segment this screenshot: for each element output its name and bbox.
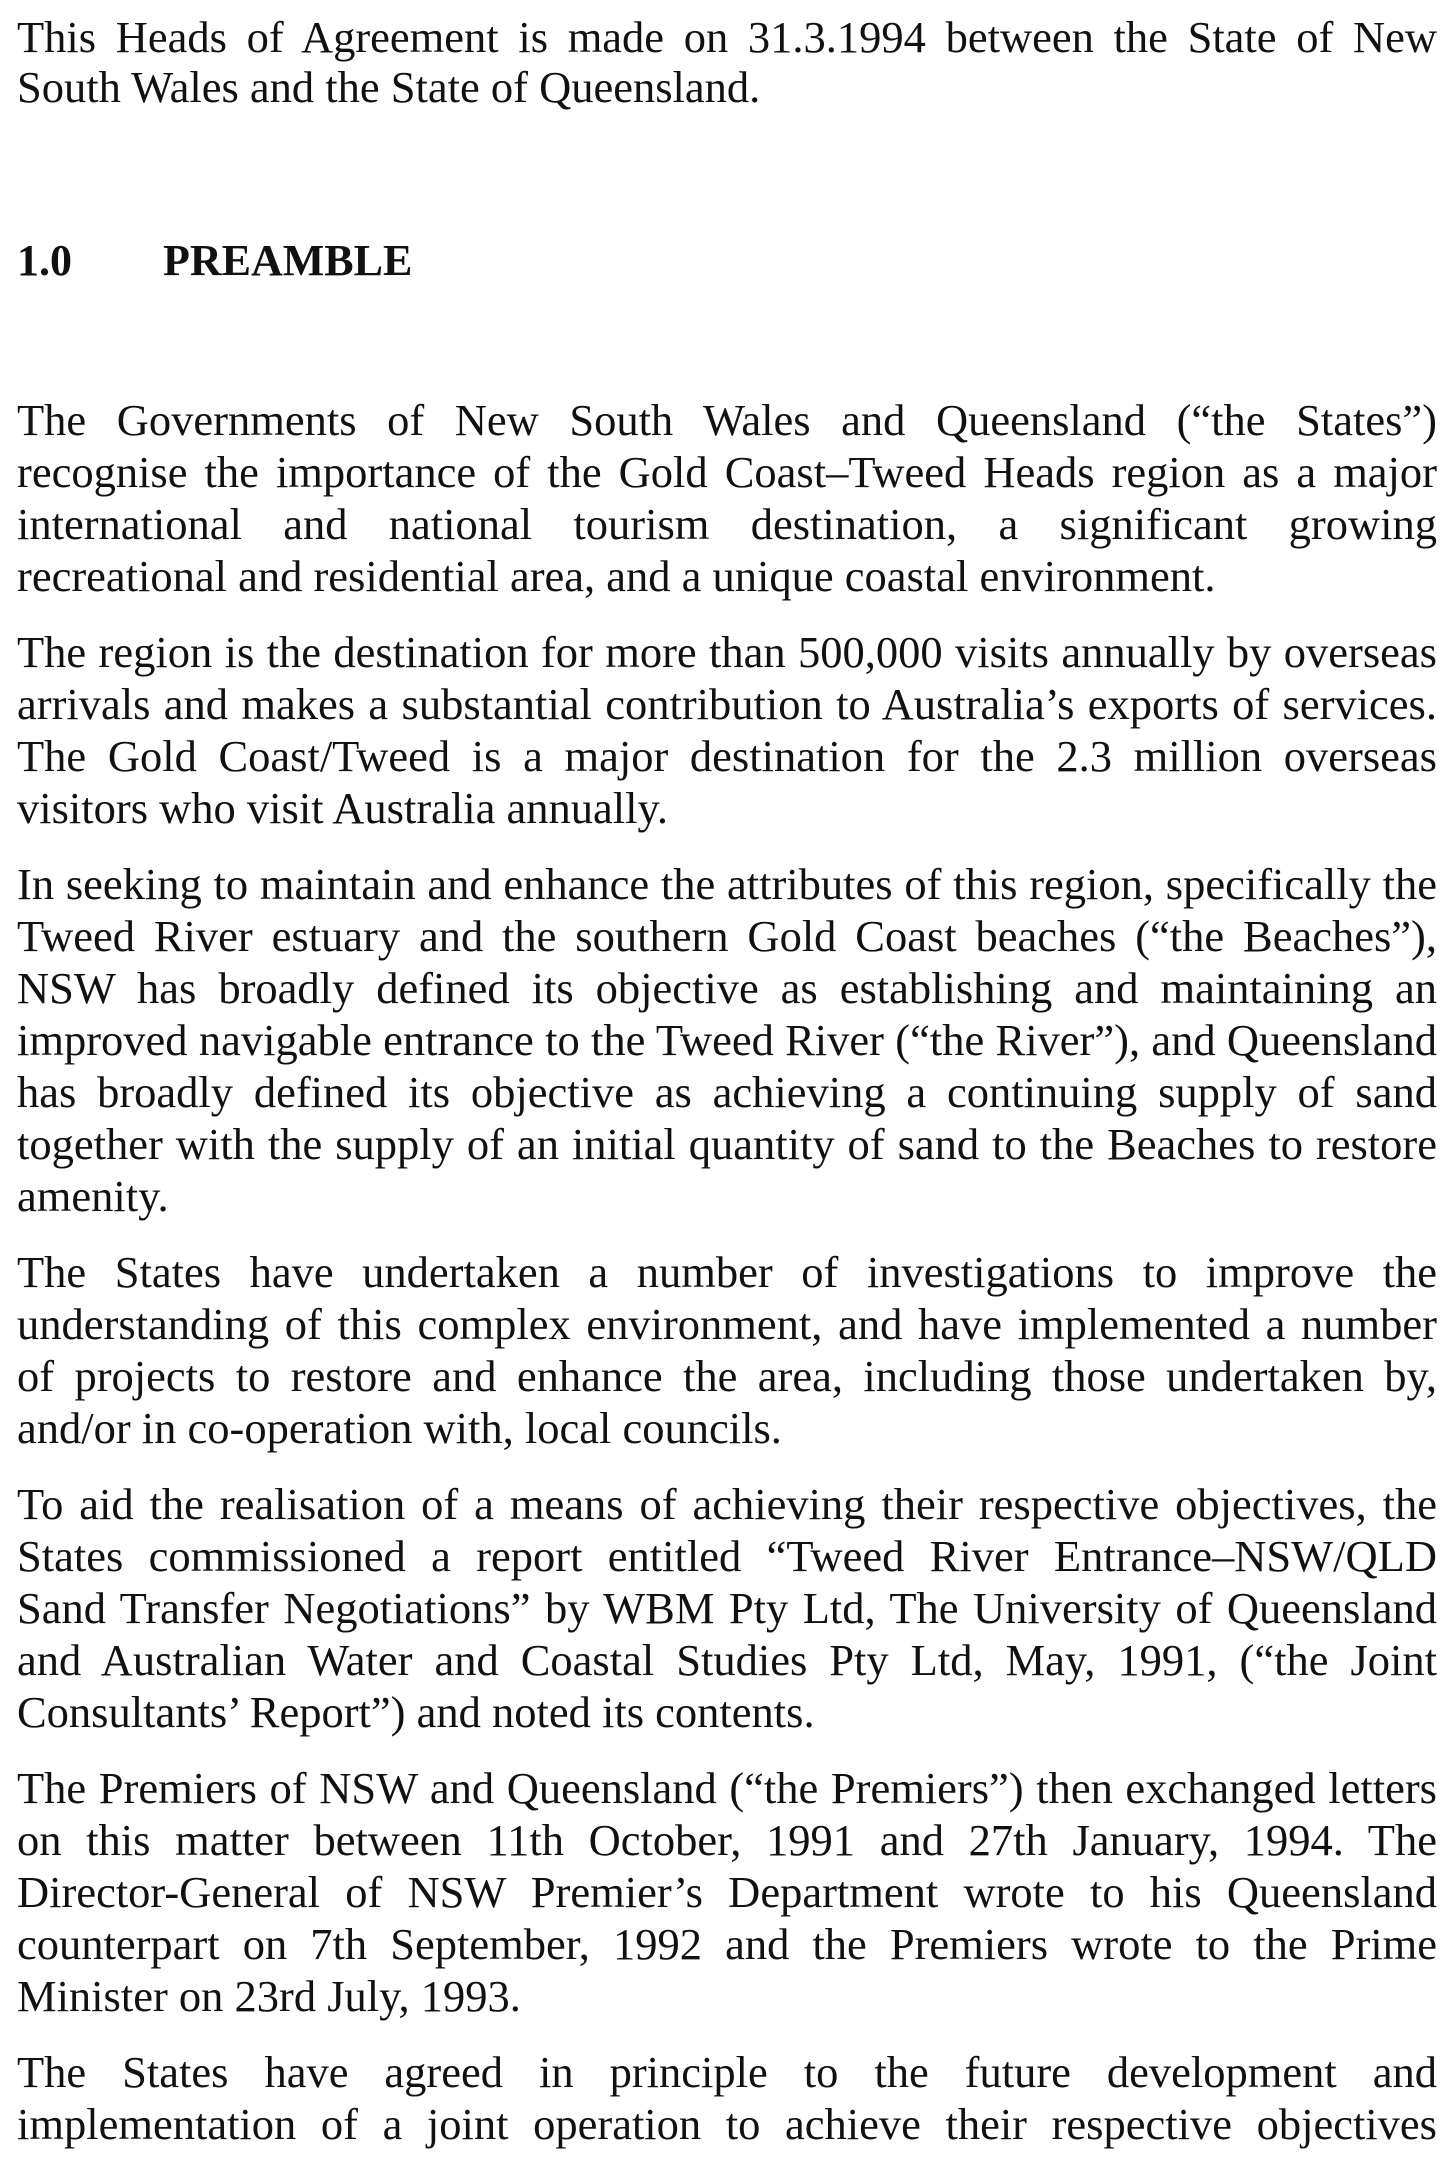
- document-page: [17, 12, 1437, 2174]
- preamble-paragraph-2: The region is the destination for more than 500,000 visits annually by overseas arrivals and makes a substantial contribution to Australia’s exports of services. The Gold Coast/Tweed is a major destination for the 2.3 million overseas visitors who visit Australia annually.: [17, 627, 1437, 833]
- section-title: PREAMBLE: [163, 236, 413, 285]
- preamble-paragraph-4: The States have undertaken a number of investigations to improve the understanding of this complex environment, and have implemented a number of projects to restore and enhance the area, including those undertaken by, and/or in co-operation with, local councils.: [17, 1247, 1437, 1453]
- preamble-paragraph-3: In seeking to maintain and enhance the attributes of this region, specifically the Tweed River estuary and the southern Gold Coast beaches (“the Beaches”), NSW has broadly defined its objective as establishing and maintaining an improved navigable entrance to the Tweed River (“the River”), and Queensland has broadly defined its objective as achieving a continuing supply of sand together with the supply of an initial quantity of sand to the Beaches to restore amenity.: [17, 859, 1437, 1221]
- preamble-paragraph-7: The States have agreed in principle to the future development and implementation of a joint operation to achieve their respective objectives: [17, 2047, 1437, 2149]
- preamble-paragraph-5: To aid the realisation of a means of achieving their respective objectives, the States commissioned a report entitled “Tweed River Entrance–NSW/QLD Sand Transfer Negotiations” by WBM Pty Ltd, The University of Queensland and Australian Water and Coastal Studies Pty Ltd, May, 1991, (“the Joint Consultants’ Report”) and noted its contents.: [17, 1479, 1437, 1737]
- preamble-paragraph-1: The Governments of New South Wales and Queensland (“the States”) recognise the importance of the Gold Coast–Tweed Heads region as a major international and national tourism destination, a significant growing recreational and residential area, and a unique coastal environment.: [17, 395, 1437, 601]
- section-number: 1.0: [17, 236, 72, 285]
- intro-paragraph: This Heads of Agreement is made on 31.3.1994 between the State of New South Wales and the State of Queensland.: [17, 12, 1437, 112]
- section-heading: [17, 236, 1437, 286]
- preamble-paragraph-6: The Premiers of NSW and Queensland (“the Premiers”) then exchanged letters on this matter between 11th October, 1991 and 27th January, 1994. The Director-General of NSW Premier’s Department wrote to his Queensland counterpart on 7th September, 1992 and the Premiers wrote to the Prime Minister on 23rd July, 1993.: [17, 1763, 1437, 2021]
